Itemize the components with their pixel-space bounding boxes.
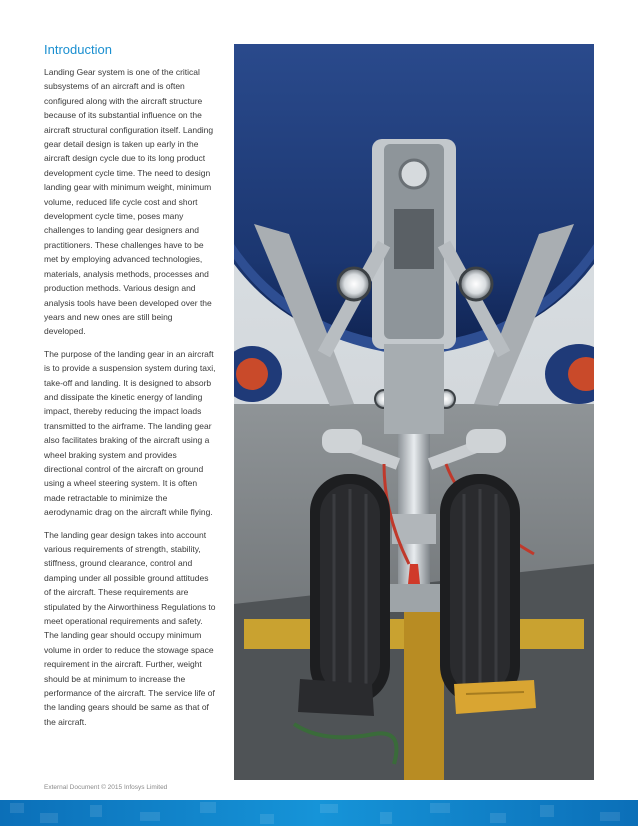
footer-bar (0, 800, 638, 826)
text-column (44, 42, 216, 737)
paragraph-1: Landing Gear system is one of the critical subsystems of an aircraft and is often configured along with the aircraft structure because of its substantial influence on the aircraft structural configuration itself. Landing gear detail design is taken up early in the aircraft design cycle due to its long product development cycle time. The need to design landing gear with minimum weight, minimum volume, reduced life cycle cost and short development cycle time, poses many challenges to landing gear designers and practitioners. These challenges have to be met by employing advanced technologies, materials, analysis methods, processes and production methods. Various design and analysis tools have been developed over the years and new ones are still being developed. (44, 67, 214, 337)
paragraph-3: The landing gear design takes into account various requirements of strength, stability, stiffness, ground clearance, control and damping under all possible ground attitudes of the aircraft. These requirements are stipulated by the Airworthiness Regulations to meet operational requirements and safety. The landing gear should occupy minimum volume in order to reduce the stowage space requirement in the aircraft. Further, weight should be at minimum to increase the performance of the aircraft. The service life of the landing gears should be same as that of the aircraft. (44, 529, 216, 727)
landing-gear-photo (234, 44, 594, 780)
section-heading: Introduction (44, 42, 112, 57)
footer-copyright: External Document © 2015 Infosys Limited (44, 784, 168, 791)
paragraph-2: The purpose of the landing gear in an aircraft is to provide a suspension system during taxi, take-off and landing. It is designed to absorb and dissipate the kinetic energy of landing impact, thereby reducing the impact loads transmitted to the airframe. The landing gear also facilitates braking of the aircraft using a wheel braking system and provides directional control of the aircraft on ground using a wheel steering system. It is often made retractable to minimize the aerodynamic drag on the aircraft while flying. (44, 348, 216, 518)
